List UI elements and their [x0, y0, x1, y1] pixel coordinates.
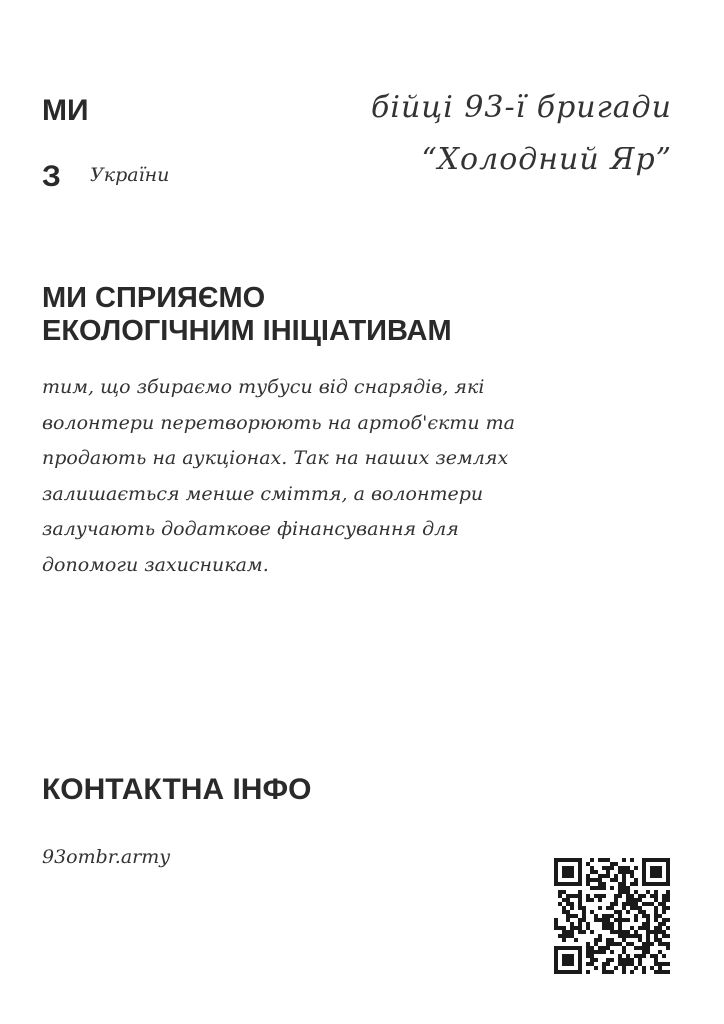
soldiers-title: бійці 93-ї бригади: [371, 90, 672, 125]
website-link[interactable]: 93ombr.army: [42, 846, 170, 868]
qr-code-icon[interactable]: [554, 858, 670, 974]
brigade-name: “Холодний Яр”: [421, 142, 672, 177]
body-line: залишається менше сміття, а волонтери: [42, 482, 484, 505]
body-line: залучають додаткове фінансування для: [42, 518, 459, 540]
body-line: продають на аукціонах. Так на наших землях: [42, 447, 509, 469]
body-line: волонтери перетворюють на артоб'єкти та: [42, 411, 515, 434]
body-line: тим, що збираємо тубуси від снарядів, які: [42, 376, 485, 398]
headline-line-1: МИ СПРИЯЄМО: [42, 282, 266, 314]
from-label: З: [42, 160, 61, 193]
contact-heading: КОНТАКТНА ІНФО: [42, 773, 312, 806]
we-label: МИ: [42, 94, 89, 127]
headline-line-2: ЕКОЛОГІЧНИМ ІНІЦІАТИВАМ: [42, 315, 452, 347]
body-paragraph: [42, 370, 662, 583]
page-headline: [42, 282, 452, 348]
country-label: України: [90, 164, 170, 186]
body-line: допомоги захисникам.: [42, 553, 269, 576]
